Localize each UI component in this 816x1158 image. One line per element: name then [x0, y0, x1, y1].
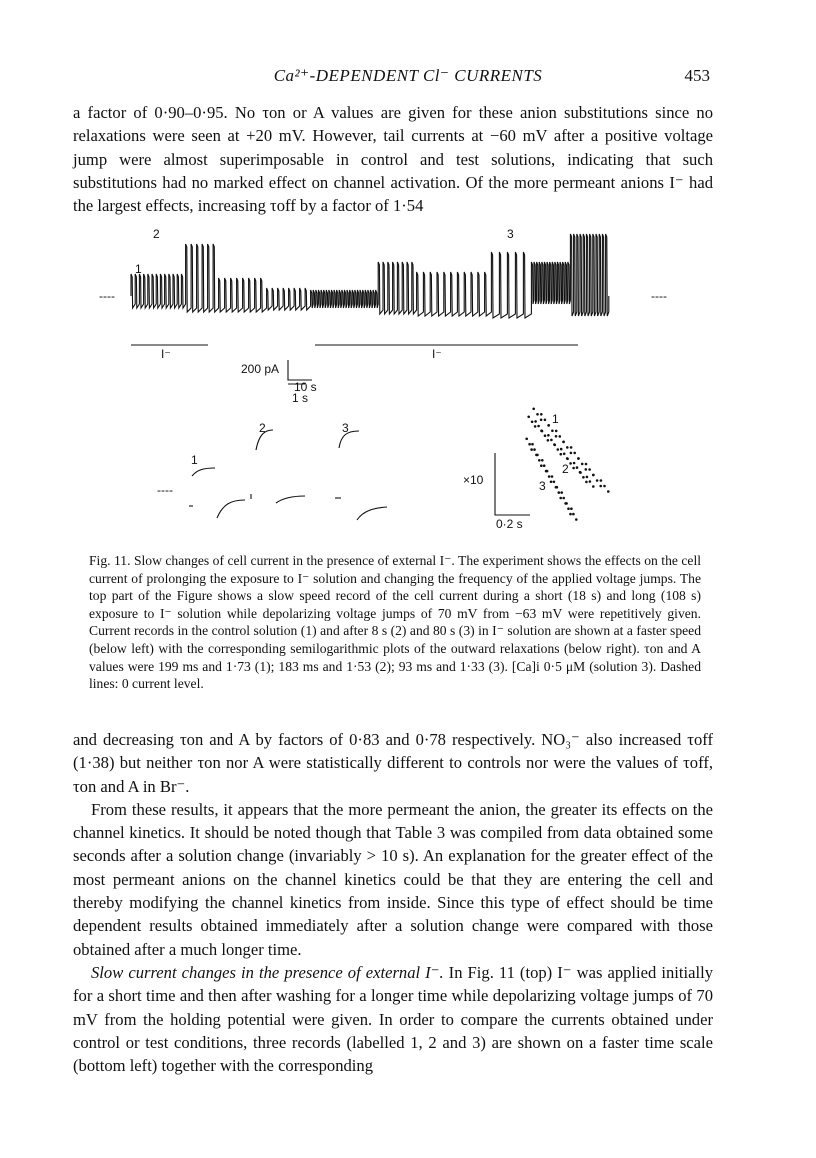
semilog-point: [600, 479, 603, 482]
paragraph: From these results, it appears that the more permeant the anion, the greater its effects on the channel kinetics. It should be noted though that Table 3 was compiled from data obtained some seconds after a solution change (invariably > 10 s). An explanation for the greater effect of the most permeant anions on the channel kinetics could be that they are entering the cell and thereby modifying the channel kinetics from inside. Since this type of effect should be time dependent results obtained immediately after a solution change were compared with those obtained after a much longer time.: [73, 799, 713, 959]
scale-time-fast: 1 s: [292, 391, 309, 405]
semilog-point: [567, 507, 570, 510]
semilog-point: [543, 464, 546, 467]
semilog-point: [557, 448, 560, 451]
semilog-point: [525, 438, 528, 441]
body-text-bottom: [73, 728, 713, 1077]
semilog-point: [547, 439, 550, 442]
semilog-point: [596, 479, 599, 482]
trace-label-1: 1: [135, 262, 142, 276]
semilog-point: [537, 425, 540, 428]
semilog-y-scale: ×10: [463, 473, 484, 487]
semilog-point: [555, 430, 558, 433]
semilog-point: [572, 467, 575, 470]
semilog-point: [527, 416, 530, 419]
semilog-point: [550, 481, 553, 484]
scale-current: 200 pA: [241, 362, 280, 376]
semilog-point: [540, 413, 543, 416]
slow-current-trace: [131, 234, 609, 318]
semilog-point: [592, 474, 595, 477]
semilog-point: [553, 481, 556, 484]
running-title: Ca²⁺-DEPENDENT Cl⁻ CURRENTS: [273, 66, 543, 85]
figure-11: [95, 228, 695, 538]
semilog-point: [572, 513, 575, 516]
semilog-point: [563, 453, 566, 456]
semilog-point: [560, 491, 563, 494]
semilog-point: [551, 430, 554, 433]
semilog-point: [530, 448, 533, 451]
semilog-point: [573, 452, 576, 455]
semilog-point: [540, 464, 543, 467]
semilog-point: [551, 475, 554, 478]
page-number: 453: [684, 66, 710, 85]
semilog-point: [558, 491, 561, 494]
fast-dashes: ----: [157, 483, 173, 497]
paragraph-continuation: and decreasing τon and A by factors of 0·83 and 0·78 respectively. NO₃⁻ also increased τoff (1·38) but neither τon nor A were statistically different to controls nor were the values of τoff, τon and A in Br⁻.: [73, 730, 713, 796]
trace-label-2: 2: [153, 227, 160, 241]
semilog-point: [532, 408, 535, 411]
semilog-point: [560, 448, 563, 451]
semilog-point: [538, 459, 541, 462]
semilog-point: [569, 513, 572, 516]
fast-label-1: 1: [191, 453, 198, 467]
semilog-axes: [495, 453, 530, 515]
fast-label-2: 2: [259, 421, 266, 435]
semilog-point: [540, 419, 543, 422]
semilog-point: [575, 518, 578, 521]
semilog-point: [550, 439, 553, 442]
semilog-point: [585, 481, 588, 484]
semilog-point: [570, 507, 573, 510]
semilog-point: [547, 434, 550, 437]
semilog-point: [531, 421, 534, 424]
semilog-point: [545, 470, 548, 473]
semilog-point: [576, 466, 579, 469]
semilog-x-scale: 0·2 s: [496, 517, 523, 531]
caption-text: Fig. 11. Slow changes of cell current in the presence of external I⁻. The experiment shows the effects on the cell current of prolonging the exposure to I⁻ solution and changing the frequency of the applied voltage jumps. The top part of the Figure shows a slow speed record of the cell current during a short (18 s) and long (108 s) exposure to I⁻ solution while depolarizing voltage jumps of 70 mV from −63 mV were repetitively given. Current records in the control solution (1) and after 8 s (2) and 80 s (3) in I⁻ solution are shown at a faster speed (below left) with the corresponding semilogarithmic plots of the outward relaxations (below right). τon and A values were 199 ms and 1·73 (1); 183 ms and 1·53 (2); 93 ms and 1·33 (3). [Ca]i 0·5 μM (solution 3). Dashed lines: 0 current level.: [89, 553, 701, 692]
semilog-point: [599, 485, 602, 488]
iodide-label-2: I⁻: [432, 347, 442, 361]
fast-record-2-tail: [276, 496, 305, 503]
semilog-point: [562, 497, 565, 500]
semilog-label-1: 1: [552, 412, 559, 426]
semilog-point: [592, 485, 595, 488]
semilog-point: [607, 490, 610, 493]
semilog-point: [589, 480, 592, 483]
paragraph: a factor of 0·90–0·95. No τon or A values are given for these anion substitutions since no relaxations were seen at +20 mV. However, tail currents at −60 mV after a positive voltage jump were almost superimposable in control and test solutions, indicating that such substitutions had no marked effect on channel activation. Of the more permeant anions I⁻ had the largest effects, increasing τoff by a factor of 1·54: [73, 103, 713, 216]
semilog-point: [528, 443, 531, 446]
semilog-point: [585, 463, 588, 466]
semilog-point: [564, 502, 567, 505]
semilog-point: [544, 434, 547, 437]
semilog-point: [544, 419, 547, 422]
semilog-point: [570, 452, 573, 455]
fast-record-3-tail: [357, 507, 387, 520]
iodide-label-1: I⁻: [161, 347, 171, 361]
trace-label-3: 3: [507, 227, 514, 241]
semilog-point: [548, 475, 551, 478]
semilog-point: [540, 429, 543, 432]
semilog-point: [555, 486, 558, 489]
semilog-point: [555, 435, 558, 438]
semilog-point: [569, 462, 572, 465]
semilog-label-2: 2: [562, 462, 569, 476]
semilog-point: [570, 446, 573, 449]
fast-record-1: [192, 468, 215, 476]
semilog-point: [586, 476, 589, 479]
semilog-point: [562, 441, 565, 444]
semilog-point: [534, 420, 537, 423]
figure-graphic: [95, 228, 695, 538]
fast-record-1-tail: [217, 500, 245, 518]
section-lead: Slow current changes in the presence of external I⁻.: [91, 962, 444, 982]
section-text: In Fig. 11 (top) I⁻ was applied initially for a short time and then after washing for a longer time while depolarizing voltage jumps of 70 mV from the holding potential were given. In order to compare the currents obtained under control or test conditions, three records (labelled 1, 2 and 3) are shown on a faster time scale (bottom left) together with the corresponding: [73, 962, 713, 1076]
semilog-point: [531, 443, 534, 446]
semilog-point: [577, 457, 580, 460]
semilog-point: [582, 476, 585, 479]
semilog-point: [603, 485, 606, 488]
paragraph-slow-changes: [73, 961, 713, 1077]
running-header: [0, 66, 816, 90]
semilog-point: [579, 471, 582, 474]
figure-caption: [89, 552, 701, 693]
baseline-dashes-right: ----: [651, 289, 667, 303]
semilog-point: [533, 448, 536, 451]
semilog-point: [566, 446, 569, 449]
semilog-point: [553, 443, 556, 446]
semilog-point: [559, 497, 562, 500]
semilog-point: [573, 462, 576, 465]
baseline-dashes-left: ----: [99, 289, 115, 303]
body-text-top: [73, 101, 713, 217]
semilog-point: [559, 435, 562, 438]
semilog-label-3: 3: [539, 479, 546, 493]
semilog-point: [560, 453, 563, 456]
semilog-point: [585, 468, 588, 471]
semilog-point: [541, 459, 544, 462]
semilog-point: [588, 468, 591, 471]
semilog-point: [547, 424, 550, 427]
scale-time-slow: 10 s: [294, 380, 317, 394]
fast-label-3: 3: [342, 421, 349, 435]
semilog-point: [535, 454, 538, 457]
semilog-point: [581, 463, 584, 466]
semilog-point: [536, 413, 539, 416]
semilog-point: [534, 425, 537, 428]
semilog-point: [566, 457, 569, 460]
